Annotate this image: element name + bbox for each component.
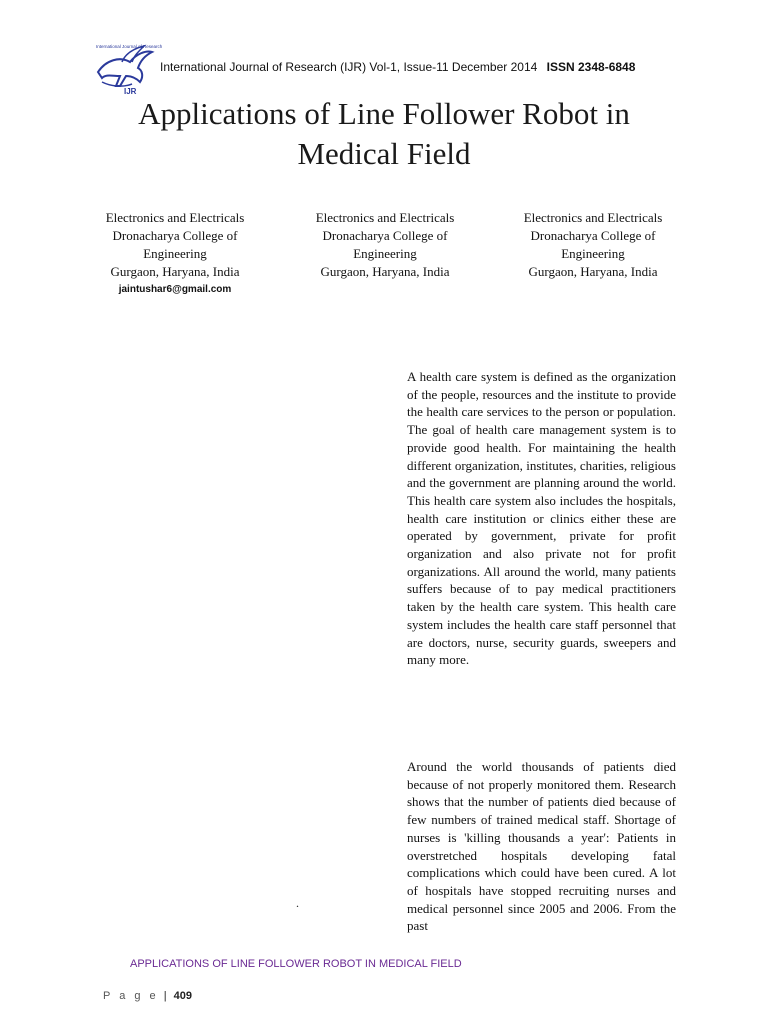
issn-number: ISSN 2348-6848 [546,60,636,74]
page-label: P a g e [103,990,159,1002]
author-college-cont: Engineering [561,246,625,261]
author-dept: Electronics and Electricals [315,210,455,225]
author-college-cont: Engineering [143,246,207,261]
stray-mark: . [296,896,299,910]
author-college: Dronacharya College of [530,228,656,243]
logo-text: IJR [124,87,137,96]
author-college-cont: Engineering [353,246,417,261]
author-college: Dronacharya College of [322,228,448,243]
author-location: Gurgaon, Haryana, India [110,264,240,279]
ijr-logo [92,42,163,96]
logo-caption: International Journal of Research [96,44,163,49]
author-location: Gurgaon, Haryana, India [528,264,658,279]
author-dept: Electronics and Electricals [105,210,245,225]
journal-citation: International Journal of Research (IJR) Vol-1, Issue-11 December 2014 [160,60,538,74]
page-number-footer [103,990,192,1002]
body-paragraph-2: Around the world thousands of patients died because of not properly monitored them. Research shows that the number of patients died because of few numbers of trained medical staff. Shortage of nurses is 'killing thousands a year': Patients in overstretched hospitals developing fatal complications which could have been cured. A lot of hospitals have stopped recruiting nurses and medical personnel since 2005 and 2006. From the past [407,759,676,934]
page-number: 409 [173,990,193,1002]
author-affiliation-1 [80,209,270,297]
paper-title [60,94,708,174]
author-email: jaintushar6@gmail.com [118,284,232,295]
title-line-1: Applications of Line Follower Robot in [138,96,630,131]
title-line-2: Medical Field [297,136,471,171]
pegasus-logo-icon [92,42,163,96]
page-separator: | [163,990,167,1002]
author-affiliation-2 [290,209,480,281]
author-location: Gurgaon, Haryana, India [320,264,450,279]
running-footer-title: APPLICATIONS OF LINE FOLLOWER ROBOT IN MEDICAL FIELD [130,958,462,970]
author-college: Dronacharya College of [112,228,238,243]
author-affiliation-3 [498,209,688,281]
journal-header [160,60,635,74]
body-paragraph-1: A health care system is defined as the organization of the people, resources and the institute to provide the health care services to the person or population. The goal of health care management system is to provide good health. For maintaining the health different organization, institutes, charities, religious and the government are planning around the world. This health care system also includes the hospitals, health care institution or clinics either these are operated by government, private for profit organization and also private not for profit organizations. All around the world, many patients suffers because of to pay medical practitioners taken by the health care system. This health care system includes the health care staff personnel that are doctors, nurse, security guards, sweepers and many more. [407,369,676,668]
author-dept: Electronics and Electricals [523,210,663,225]
